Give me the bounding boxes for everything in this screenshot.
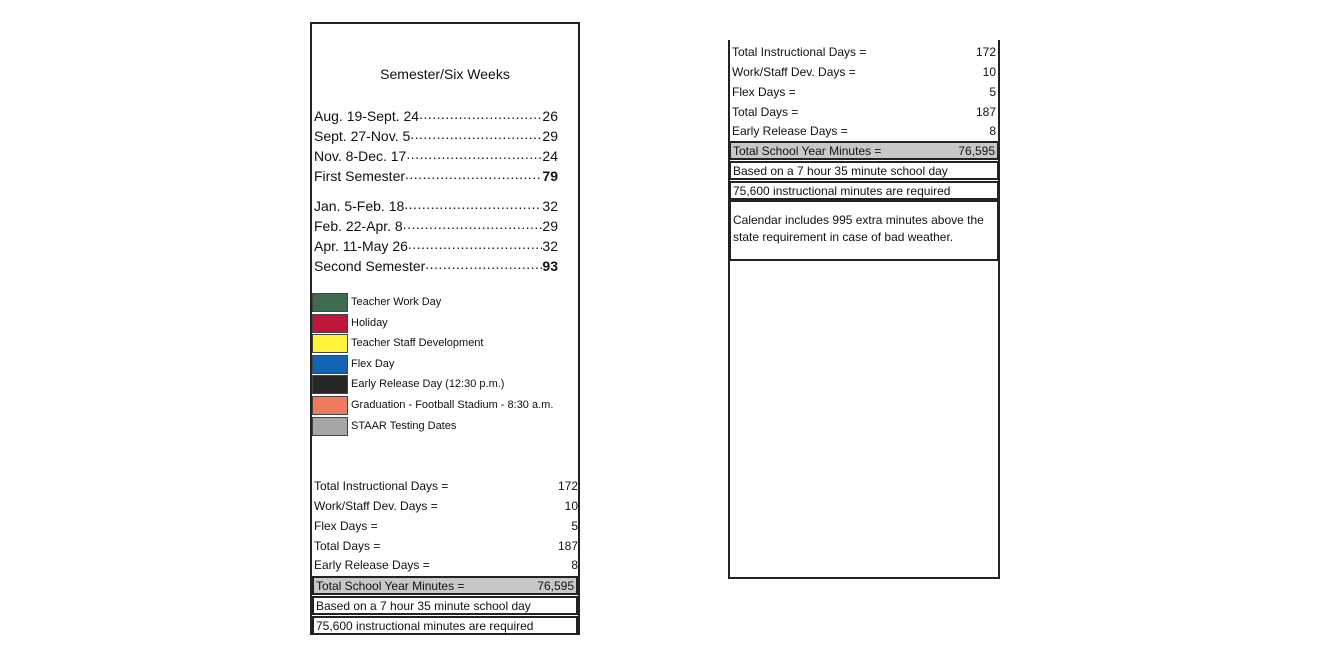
legend-item [312, 395, 553, 415]
bad-weather-note: Calendar includes 995 extra minutes above the state requirement in case of bad weather. [729, 200, 999, 261]
semester-total-row [314, 164, 558, 184]
semester-label: Second Semester [314, 258, 426, 274]
total-minutes-row [312, 576, 578, 595]
period-days: 29 [542, 128, 558, 144]
leader-dots [425, 254, 542, 274]
semester-total-row [314, 254, 558, 274]
six-weeks-row [314, 194, 558, 214]
period-label: Feb. 22-Apr. 8 [314, 218, 403, 234]
stat-row [314, 536, 578, 556]
stat-row [732, 82, 996, 102]
based-on-text: Based on a 7 hour 35 minute school day [316, 598, 531, 613]
stat-label: Total Days = [732, 105, 799, 119]
six-weeks-row [314, 214, 558, 234]
leader-dots [419, 104, 542, 124]
period-label: Sept. 27-Nov. 5 [314, 128, 411, 144]
stat-row [732, 121, 996, 141]
semester-label: First Semester [314, 168, 406, 184]
stat-value: 10 [564, 499, 578, 513]
color-swatch [312, 375, 348, 394]
stat-label: Flex Days = [314, 519, 378, 533]
required-minutes-row [312, 616, 578, 635]
color-swatch [312, 355, 348, 374]
based-on-row [312, 596, 578, 615]
stat-row [314, 476, 578, 496]
stat-value: 5 [571, 519, 578, 533]
legend-label: Holiday [351, 317, 388, 329]
color-swatch [312, 314, 348, 333]
semester-days: 79 [542, 168, 558, 184]
period-days: 32 [542, 238, 558, 254]
leader-dots [404, 194, 542, 214]
period-days: 29 [542, 218, 558, 234]
required-minutes-text: 75,600 instructional minutes are required [733, 183, 951, 198]
period-label: Aug. 19-Sept. 24 [314, 108, 420, 124]
six-weeks-row [314, 124, 558, 144]
period-label: Jan. 5-Feb. 18 [314, 198, 405, 214]
six-weeks-row [314, 234, 558, 254]
color-swatch [312, 417, 348, 436]
stat-row [314, 516, 578, 536]
stat-value: 5 [989, 85, 996, 99]
stat-row [314, 555, 578, 575]
period-days: 24 [542, 148, 558, 164]
leader-dots [408, 234, 543, 254]
period-days: 32 [542, 198, 558, 214]
legend-item [312, 333, 483, 353]
legend-label: STAAR Testing Dates [351, 420, 457, 432]
stat-label: Early Release Days = [732, 124, 848, 138]
legend-label: Graduation - Football Stadium - 8:30 a.m. [351, 399, 554, 411]
legend-label: Flex Day [351, 358, 395, 370]
legend-item [312, 354, 394, 374]
period-days: 26 [542, 108, 558, 124]
legend-item [312, 416, 456, 436]
stat-label: Total Days = [314, 539, 381, 553]
total-minutes-label: Total School Year Minutes = [733, 143, 882, 158]
based-on-text: Based on a 7 hour 35 minute school day [733, 163, 948, 178]
stat-row [732, 42, 996, 62]
six-weeks-row [314, 144, 558, 164]
stat-label: Total Instructional Days = [314, 479, 449, 493]
color-swatch [312, 293, 348, 312]
semester-days: 93 [542, 258, 558, 274]
legend-item [312, 374, 504, 394]
legend-label: Teacher Work Day [351, 296, 442, 308]
legend-label: Early Release Day (12:30 p.m.) [351, 378, 505, 390]
required-minutes-row [729, 181, 999, 200]
stat-label: Early Release Days = [314, 558, 430, 572]
minutes-summary-panel [728, 40, 1000, 579]
color-swatch [312, 334, 348, 353]
leader-dots [406, 144, 542, 164]
leader-dots [403, 214, 543, 234]
stat-label: Flex Days = [732, 85, 796, 99]
legend-item [312, 313, 388, 333]
period-label: Nov. 8-Dec. 17 [314, 148, 407, 164]
stat-value: 187 [557, 539, 578, 553]
total-minutes-row [729, 141, 999, 160]
legend-item [312, 292, 441, 312]
stat-label: Total Instructional Days = [732, 45, 867, 59]
panel-title: Semester/Six Weeks [380, 66, 510, 82]
legend-label: Teacher Staff Development [351, 337, 484, 349]
color-swatch [312, 396, 348, 415]
based-on-row [729, 161, 999, 180]
total-minutes-value: 76,595 [537, 578, 574, 593]
stat-value: 172 [557, 479, 578, 493]
stat-label: Work/Staff Dev. Days = [732, 65, 856, 79]
semester-summary-panel [310, 22, 580, 635]
required-minutes-text: 75,600 instructional minutes are required [316, 618, 534, 633]
stat-value: 10 [982, 65, 996, 79]
stat-label: Work/Staff Dev. Days = [314, 499, 438, 513]
leader-dots [405, 164, 542, 184]
total-minutes-label: Total School Year Minutes = [316, 578, 465, 593]
stat-value: 172 [975, 45, 996, 59]
total-minutes-value: 76,595 [958, 143, 995, 158]
stat-row [732, 102, 996, 122]
six-weeks-row [314, 104, 558, 124]
stat-value: 187 [975, 105, 996, 119]
stat-row [314, 496, 578, 516]
leader-dots [410, 124, 542, 144]
stat-row [732, 62, 996, 82]
period-label: Apr. 11-May 26 [314, 238, 408, 254]
stat-value: 8 [989, 124, 996, 138]
stat-value: 8 [571, 558, 578, 572]
